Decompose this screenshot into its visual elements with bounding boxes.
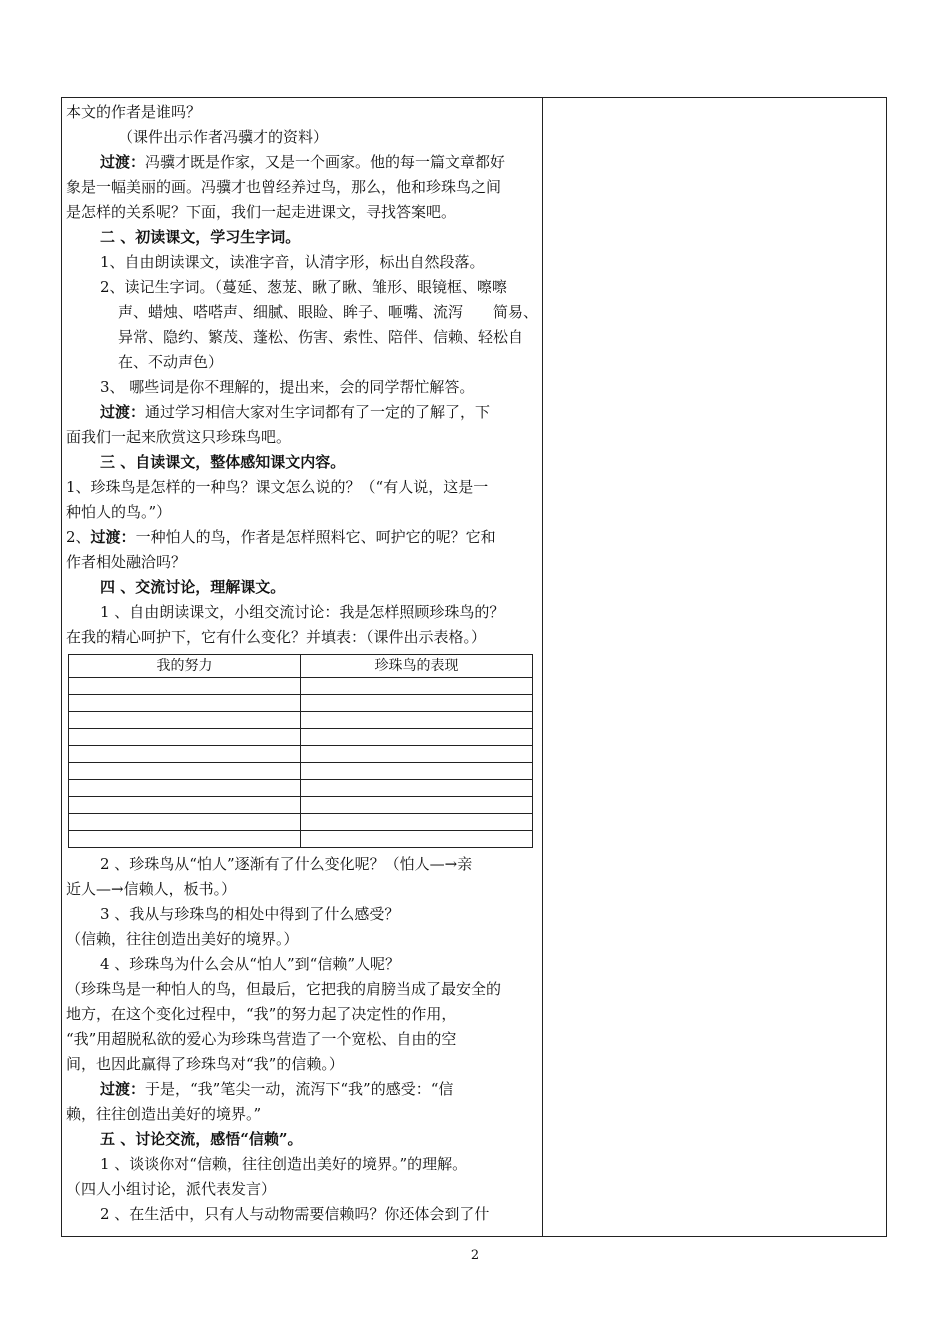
text-line: 1、珍珠鸟是怎样的一种鸟？课文怎么说的？（“有人说，这是一 <box>66 478 489 496</box>
text-line: 1 、自由朗读课文，小组交流讨论：我是怎样照顾珍珠鸟的？ <box>100 603 505 621</box>
text-line: 声、蜡烛、嗒嗒声、细腻、眼睑、眸子、咂嘴、流泻 简易、 <box>118 303 538 321</box>
column-divider <box>542 97 543 1237</box>
transition-paragraph <box>66 1077 538 1102</box>
text-line: 3 、我从与珍珠鸟的相处中得到了什么感受？ <box>100 905 400 923</box>
text-line: 于是，“我”笔尖一动，流泻下“我”的感受：“信 <box>145 1080 454 1098</box>
text-line: 4 、珍珠鸟为什么会从“怕人”到“信赖”人呢？ <box>100 955 400 973</box>
table-cell <box>301 729 533 746</box>
text-line: 作者相处融洽吗？ <box>66 553 187 571</box>
page-number: 2 <box>470 1248 480 1263</box>
text-line: 2、读记生字词。（蔓延、葱茏、瞅了瞅、雏形、眼镜框、嚓嚓 <box>100 278 508 296</box>
table-cell <box>301 797 533 814</box>
item-number: 2、 <box>66 528 91 546</box>
table-cell <box>301 695 533 712</box>
table-row <box>69 712 533 729</box>
text-line: 本文的作者是谁吗？ <box>66 103 202 121</box>
text-line: （四人小组讨论，派代表发言） <box>66 1180 277 1198</box>
column-header-bird-performance: 珍珠鸟的表现 <box>301 655 533 678</box>
transition-label: 过渡： <box>100 1080 146 1098</box>
table-cell <box>69 814 301 831</box>
table-cell <box>301 780 533 797</box>
table-cell <box>301 712 533 729</box>
table-row <box>69 729 533 746</box>
table-cell <box>69 780 301 797</box>
text-line: 间，也因此赢得了珍珠鸟对“我”的信赖。） <box>66 1055 344 1073</box>
table-cell <box>69 729 301 746</box>
table-cell <box>69 763 301 780</box>
table-row <box>69 763 533 780</box>
column-header-my-effort: 我的努力 <box>69 655 301 678</box>
text-line: 3、 哪些词是你不理解的，提出来，会的同学帮忙解答。 <box>100 378 475 396</box>
text-line: 面我们一起来欣赏这只珍珠鸟吧。 <box>66 428 292 446</box>
table-cell <box>69 712 301 729</box>
table-row <box>69 695 533 712</box>
table-cell <box>301 831 533 848</box>
text-line: 通过学习相信大家对生字词都有了一定的了解了，下 <box>145 403 491 421</box>
table-cell <box>301 814 533 831</box>
section-heading: 五 、讨论交流，感悟“信赖”。 <box>100 1130 303 1148</box>
text-line: 赖，往往创造出美好的境界。” <box>66 1105 262 1123</box>
table-header-row <box>69 655 533 678</box>
table-row <box>69 831 533 848</box>
text-line: 是怎样的关系呢？下面，我们一起走进课文，寻找答案吧。 <box>66 203 457 221</box>
table-cell <box>69 797 301 814</box>
text-line: 1、自由朗读课文，读准字音，认清字形，标出自然段落。 <box>100 253 485 271</box>
table-row <box>69 780 533 797</box>
section-heading: 二 、初读课文，学习生字词。 <box>100 228 301 246</box>
text-line: 种怕人的鸟。”） <box>66 503 172 521</box>
section-heading: 四 、交流讨论，理解课文。 <box>100 578 286 596</box>
transition-paragraph <box>66 525 538 550</box>
text-line: 在、不动声色） <box>118 353 224 371</box>
table-row <box>69 746 533 763</box>
text-line: 象是一幅美丽的画。冯骥才也曾经养过鸟，那么，他和珍珠鸟之间 <box>66 178 502 196</box>
text-line: 地方，在这个变化过程中，“我”的努力起了决定性的作用， <box>66 1005 457 1023</box>
text-line: （信赖，往往创造出美好的境界。） <box>66 930 299 948</box>
text-line: （课件出示作者冯骥才的资料） <box>118 128 329 146</box>
table-row <box>69 797 533 814</box>
table-cell <box>301 763 533 780</box>
text-line: 异常、隐约、繁茂、蓬松、伤害、索性、陪伴、信赖、轻松自 <box>118 328 524 346</box>
transition-label: 过渡： <box>100 153 146 171</box>
effort-performance-table <box>68 654 533 848</box>
text-line: 1 、谈谈你对“信赖，往往创造出美好的境界。”的理解。 <box>100 1155 468 1173</box>
text-line: 在我的精心呵护下，它有什么变化？并填表：（课件出示表格。） <box>66 628 487 646</box>
table-cell <box>69 831 301 848</box>
text-line: 冯骥才既是作家，又是一个画家。他的每一篇文章都好 <box>145 153 506 171</box>
text-line: 2 、珍珠鸟从“怕人”逐渐有了什么变化呢？（怕人—→亲 <box>100 855 473 873</box>
text-line: 近人—→信赖人，板书。） <box>66 880 237 898</box>
text-line: （珍珠鸟是一种怕人的鸟，但最后，它把我的肩膀当成了最安全的 <box>66 980 502 998</box>
transition-paragraph <box>66 150 538 175</box>
table-row <box>69 678 533 695</box>
table-cell <box>301 678 533 695</box>
text-line: 2 、在生活中，只有人与动物需要信赖吗？你还体会到了什 <box>100 1205 490 1223</box>
table-cell <box>301 746 533 763</box>
text-line: “我”用超脱私欲的爱心为珍珠鸟营造了一个宽松、自由的空 <box>66 1030 457 1048</box>
text-line: 一种怕人的鸟，作者是怎样照料它、呵护它的呢？它和 <box>135 528 496 546</box>
transition-label: 过渡： <box>90 528 136 546</box>
table-cell <box>69 678 301 695</box>
section-heading: 三 、自读课文，整体感知课文内容。 <box>100 453 346 471</box>
table-cell <box>69 695 301 712</box>
table-cell <box>69 746 301 763</box>
lesson-content-cell <box>66 100 538 1227</box>
transition-paragraph <box>66 400 538 425</box>
table-row <box>69 814 533 831</box>
transition-label: 过渡： <box>100 403 146 421</box>
